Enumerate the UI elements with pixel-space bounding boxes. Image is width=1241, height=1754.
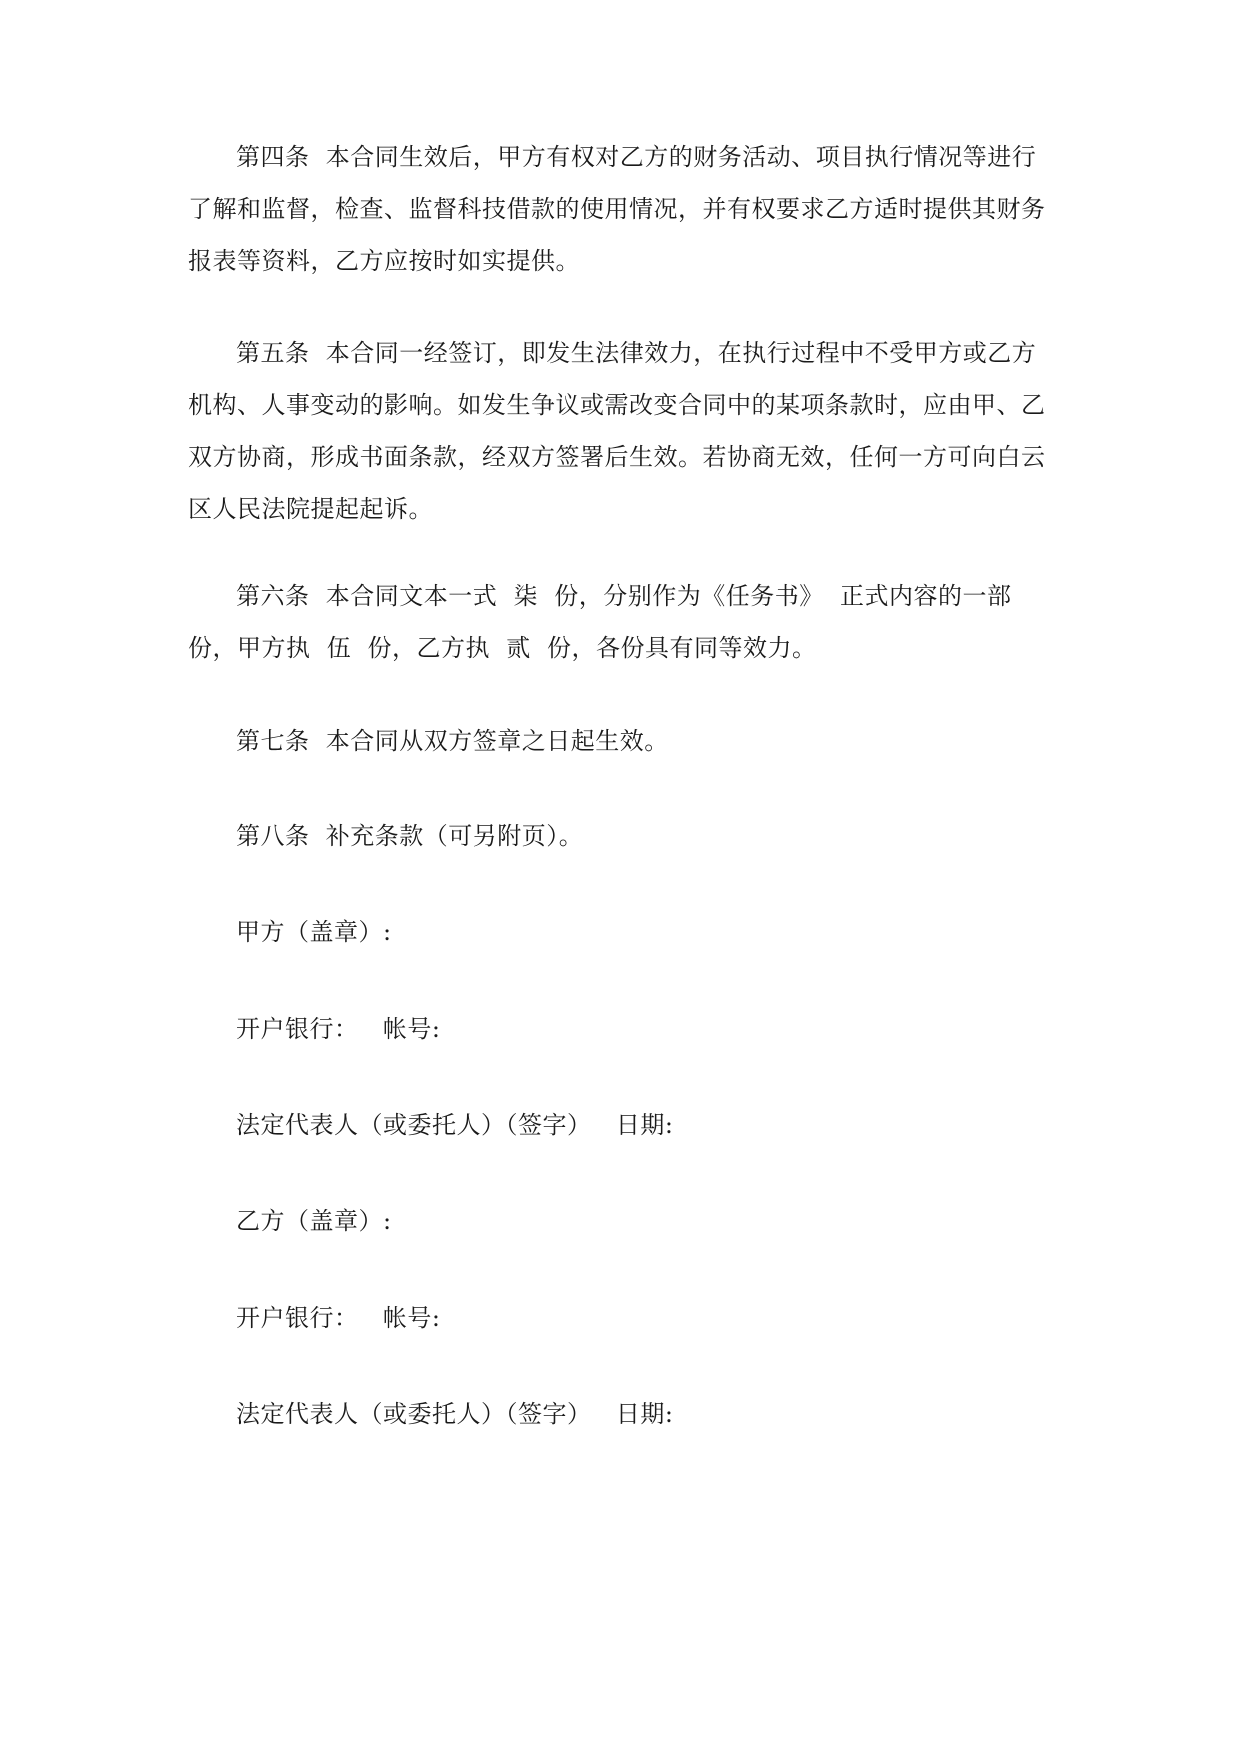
article-7-line: 第七条 本合同从双方签章之日起生效。 <box>236 727 669 755</box>
party-b-signature-line: 法定代表人（或委托人）（签字） 日期: <box>236 1400 674 1428</box>
article-8-line: 第八条 补充条款（可另附页）。 <box>236 822 584 850</box>
party-a-bank-line: 开户银行： 帐号: <box>236 1015 441 1043</box>
party-b-bank-line: 开户银行： 帐号: <box>236 1304 441 1332</box>
party-a-signature-line: 法定代表人（或委托人）（签字） 日期: <box>236 1111 674 1139</box>
article-5-paragraph: 第五条 本合同一经签订，即发生法律效力，在执行过程中不受甲方或乙方机构、人事变动的影响。如发生争议或需改变合同中的某项条款时，应由甲、乙双方协商，形成书面条款，经双方签署后生效。若协商无效，任何一方可向白云区人民法院提起起诉。 <box>188 339 1046 523</box>
party-a-seal-line: 甲方（盖章）: <box>236 918 392 946</box>
article-4-paragraph: 第四条 本合同生效后，甲方有权对乙方的财务活动、项目执行情况等进行了解和监督，检查、监督科技借款的使用情况，并有权要求乙方适时提供其财务报表等资料，乙方应按时如实提供。 <box>188 143 1046 275</box>
article-6-paragraph: 第六条 本合同文本一式 柒 份，分别作为《任务书》 正式内容的一部份，甲方执 伍 份，乙方执 贰 份，各份具有同等效力。 <box>188 582 1012 662</box>
party-b-seal-line: 乙方（盖章）: <box>236 1207 392 1235</box>
